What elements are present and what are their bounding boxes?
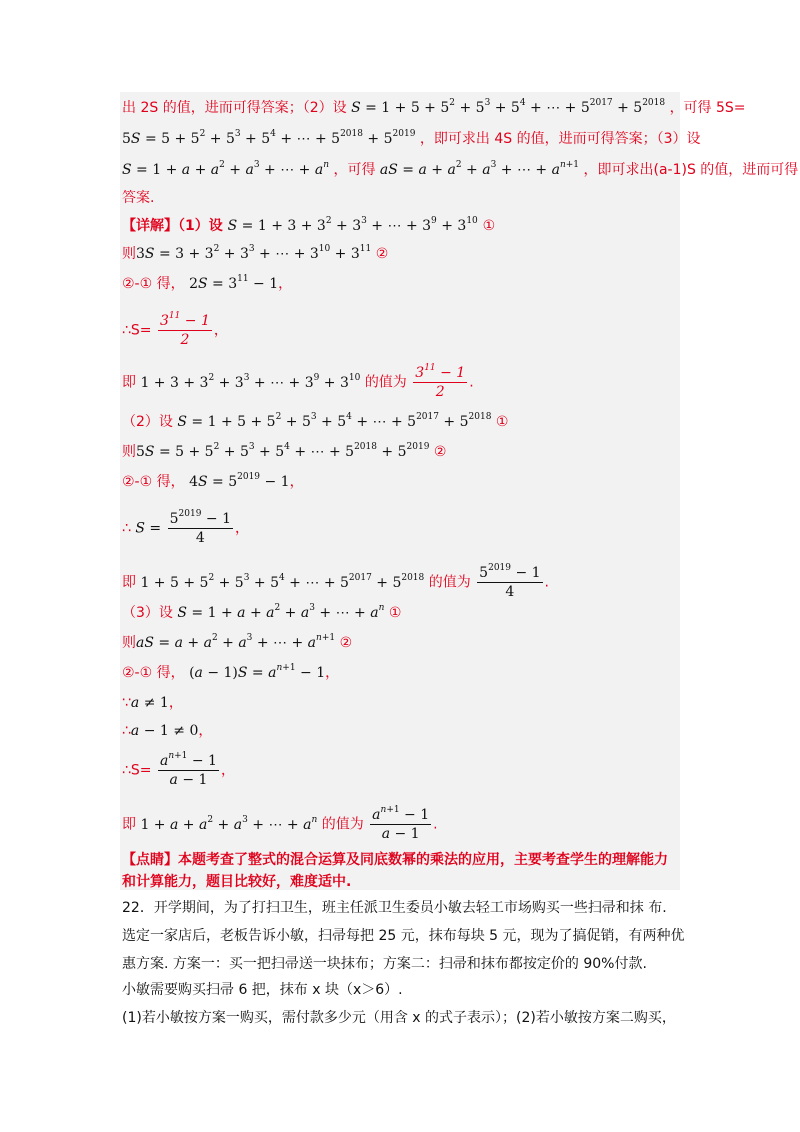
formula: S = (135, 520, 166, 537)
eq-line (122, 442, 446, 462)
formula: aS = $a + a^2 + a^3$ + ⋯ + $a^{n+1}$ (136, 633, 336, 651)
text: ∴ (122, 723, 131, 739)
text: 即 (122, 816, 136, 833)
text: 的值为 (364, 374, 407, 391)
text: ，即可求出 4S 的值，进而可得答案；（3）设 (419, 131, 701, 147)
formula: aS = $a + a^2 + a^3$ + ⋯ + $a^{n+1}$ (379, 160, 580, 178)
formula: $S = 1 + 3 + 3^2 + 3^3$ + ⋯ + $3^9 + 3^{10}$ (227, 216, 478, 234)
formula: $4S = 5^{2019} - 1$ (189, 472, 290, 490)
eq-line: ②-① 得， $4S = 5^{2019} - 1$， (122, 472, 304, 490)
circle-two: ② (339, 635, 353, 651)
formula: $1 + 5 + 5^2 + 5^3 + 5^4$ + ⋯ + $5^{2017} + 5^{2018}$ (140, 572, 425, 591)
text: ∴S= (122, 762, 152, 779)
eq-line: 即 $1 + 5 + 5^2 + 5^3 + 5^4$ + ⋯ + $5^{2017} + 5^{2018}$ 的值为 $\frac{5^{2019} - 1}{4}$ . (122, 563, 549, 600)
eq-line: ②-① 得， $2S = 3^{11} - 1$， (122, 274, 293, 292)
problem-line-5: (1)若小敏按方案一购买，需付款多少元（用含 x 的式子表示）；(2)若小敏按方案二购买， (122, 1010, 676, 1026)
text: ②-① 得， (122, 474, 185, 490)
text: 则 (122, 444, 136, 460)
fraction: $\frac{5^{2019} - 1}{4}$ (479, 563, 541, 600)
comment-line-1: 【点睛】本题考查了整式的混合运算及同底数幂的乘法的应用，主要考查学生的理解能力 (122, 852, 668, 868)
text: （2）设 (122, 414, 173, 430)
formula: a − 1 ≠ 0 (130, 723, 199, 739)
fraction: $\frac{3^{11} - 1}{2}$ (159, 311, 210, 348)
fraction: $\frac{5^{2019} - 1}{4}$ (169, 509, 231, 546)
text: 答案. (122, 190, 155, 206)
eq-line: ∴ S = $\frac{5^{2019} - 1}{4}$ ， (122, 509, 249, 546)
problem-line-3: 惠方案. 方案一：买一把扫帚送一块抹布；方案二：扫帚和抹布都按定价的 90%付款. (122, 956, 647, 972)
comment-line-2: 和计算能力，题目比较好，难度适中. (122, 874, 352, 890)
eq-line: ∴S= $\frac{3^{11} - 1}{2}$ ， (122, 311, 228, 348)
eq-line: ∵a ≠ 1， (122, 695, 183, 711)
solution-line-1 (122, 98, 746, 118)
text: ，可得 (333, 162, 376, 178)
text: ，即可求出(a-1)S 的值，进而可得 (583, 162, 799, 178)
text: 的值为 (428, 574, 471, 591)
text: ②-① 得， (122, 665, 185, 681)
problem-line-1: 22．开学期间，为了打扫卫生，班主任派卫生委员小敏去轻工市场购买一些扫帚和抹 布. (122, 900, 667, 916)
text: 出 2S 的值，进而可得答案；（2）设 (122, 100, 347, 116)
formula: $(a - 1)S = a^{n+1} - 1$ (189, 663, 326, 681)
formula: $2S = 3^{11} - 1$ (189, 274, 279, 292)
eq-line: ∴a − 1 ≠ 0， (122, 723, 213, 739)
eq-line: ②-① 得， $(a - 1)S = a^{n+1} - 1$， (122, 663, 340, 681)
formula: a ≠ 1 (130, 695, 169, 711)
text: ②-① 得， (122, 276, 185, 292)
eq-line: ∴S= $\frac{a^{n+1} - 1}{a - 1}$ ， (122, 751, 235, 788)
eq-line (122, 633, 352, 653)
problem-line-4: 小敏需要购买扫帚 6 把，抹布 x 块（x＞6）. (122, 982, 403, 998)
circle-one: ① (388, 605, 402, 621)
text: 即 (122, 374, 136, 391)
circle-two: ② (375, 246, 389, 262)
text: ，可得 5S= (669, 100, 746, 116)
eq-line: 即 $1 + a + a^2 + a^3$ + ⋯ + $a^n$ 的值为 $\frac{a^{n+1} - 1}{a - 1}$ . (122, 805, 438, 842)
text: 的值为 (321, 816, 364, 833)
fraction: $\frac{3^{11} - 1}{2}$ (415, 363, 466, 400)
formula: $S = 1 + 5 + 5^2 + 5^3 + 5^4$ + ⋯ + $5^{2017} + 5^{2018}$ (351, 98, 666, 116)
formula: $3S = 3 + 3^2 + 3^3$ + ⋯ + $3^{10} + 3^{11}$ (136, 244, 372, 262)
formula: $5S = 5 + 5^2 + 5^3 + 5^4$ + ⋯ + $5^{2018} + 5^{2019}$ (136, 442, 430, 460)
text: （3）设 (122, 605, 173, 621)
formula: $1 + a + a^2 + a^3$ + ⋯ + $a^n$ (140, 814, 318, 833)
circle-one: ① (495, 414, 509, 430)
fraction: $\frac{a^{n+1} - 1}{a - 1}$ (159, 751, 217, 788)
formula: $5S = 5 + 5^2 + 5^3 + 5^4$ + ⋯ + $5^{2018} + 5^{2019}$ (122, 129, 416, 147)
problem-line-2: 选定一家店后，老板告诉小敏，扫帚每把 25 元，抹布每块 5 元，现为了搞促销，有两种优 (122, 928, 685, 944)
formula: $S = 1 + 5 + 5^2 + 5^3 + 5^4$ + ⋯ + $5^{2017} + 5^{2018}$ (177, 412, 492, 430)
text: ∵ (122, 695, 131, 711)
text: ∴S= (122, 322, 152, 339)
detail-line (122, 216, 495, 236)
eq-line (122, 244, 388, 264)
formula: $S = 1 + a + a^2 + a^3$ + ⋯ + $a^n$ (177, 603, 385, 621)
solution-line-2 (122, 129, 700, 149)
detail-label: 【详解】（1）设 (122, 218, 223, 234)
text: 则 (122, 635, 136, 651)
eq-line (122, 412, 508, 432)
solution-line-3 (122, 160, 798, 180)
eq-line: 即 $1 + 3 + 3^2 + 3^3$ + ⋯ + $3^9 + 3^{10}$ 的值为 $\frac{3^{11} - 1}{2}$ . (122, 363, 474, 400)
eq-line (122, 603, 401, 623)
text: 即 (122, 574, 136, 591)
fraction: $\frac{a^{n+1} - 1}{a - 1}$ (372, 805, 430, 842)
circle-two: ② (433, 444, 447, 460)
formula: $S = 1 + a + a^2 + a^3$ + ⋯ + $a^n$ (122, 160, 330, 178)
text: 则 (122, 246, 136, 262)
solution-line-4 (122, 188, 154, 208)
text: ∴ (122, 520, 131, 537)
formula: $1 + 3 + 3^2 + 3^3$ + ⋯ + $3^9 + 3^{10}$ (140, 372, 361, 391)
circle-one: ① (482, 218, 496, 234)
